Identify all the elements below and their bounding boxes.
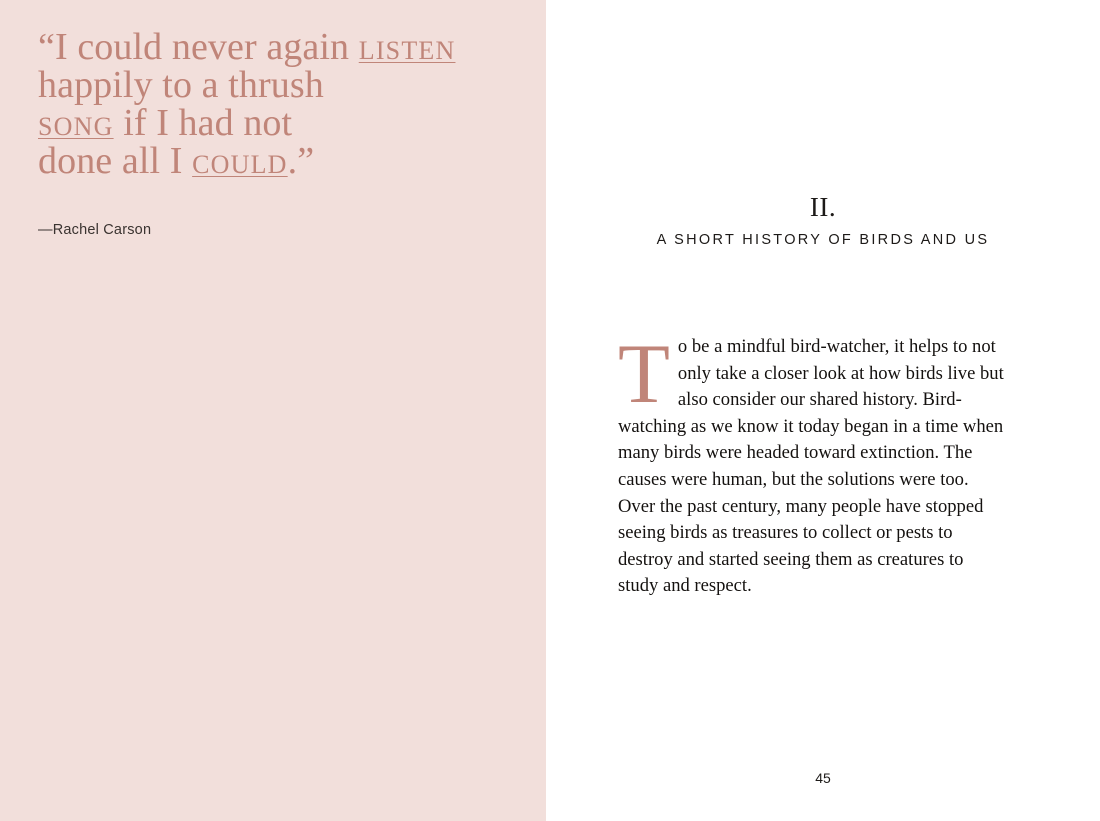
quote-word-listen: LISTEN bbox=[358, 36, 456, 65]
quote-word-song: SONG bbox=[38, 112, 114, 141]
page-number: 45 bbox=[815, 770, 831, 786]
body-paragraph: o be a mindful bird-watcher, it helps to not only take a closer look at how birds live but also consider our shared history. Bird-watching as we know it today began in a time when many birds were headed toward extinction. The causes were human, but the solutions were too. Over the past century, many people have stopped seeing birds as treasures to collect or pests to destroy and started seeing them as creatures to study and respect. bbox=[618, 336, 1004, 597]
left-page bbox=[0, 0, 546, 821]
right-page bbox=[546, 0, 1100, 821]
chapter-number: II. bbox=[809, 192, 837, 222]
quote-line-1: “I could never again LISTEN bbox=[38, 26, 456, 68]
drop-cap: T bbox=[618, 327, 670, 421]
quote-attribution: —Rachel Carson bbox=[38, 222, 152, 238]
chapter-title: A SHORT HISTORY OF BIRDS AND US bbox=[656, 232, 990, 248]
quote-line-4: done all I COULD.” bbox=[38, 140, 315, 182]
quote-text bbox=[38, 28, 498, 180]
quote-line-3: SONG if I had not bbox=[38, 102, 293, 144]
body-text-block bbox=[618, 327, 1004, 600]
pull-quote bbox=[38, 28, 498, 180]
quote-line-2: happily to a thrush bbox=[38, 64, 324, 106]
quote-word-could: COULD bbox=[192, 150, 288, 179]
